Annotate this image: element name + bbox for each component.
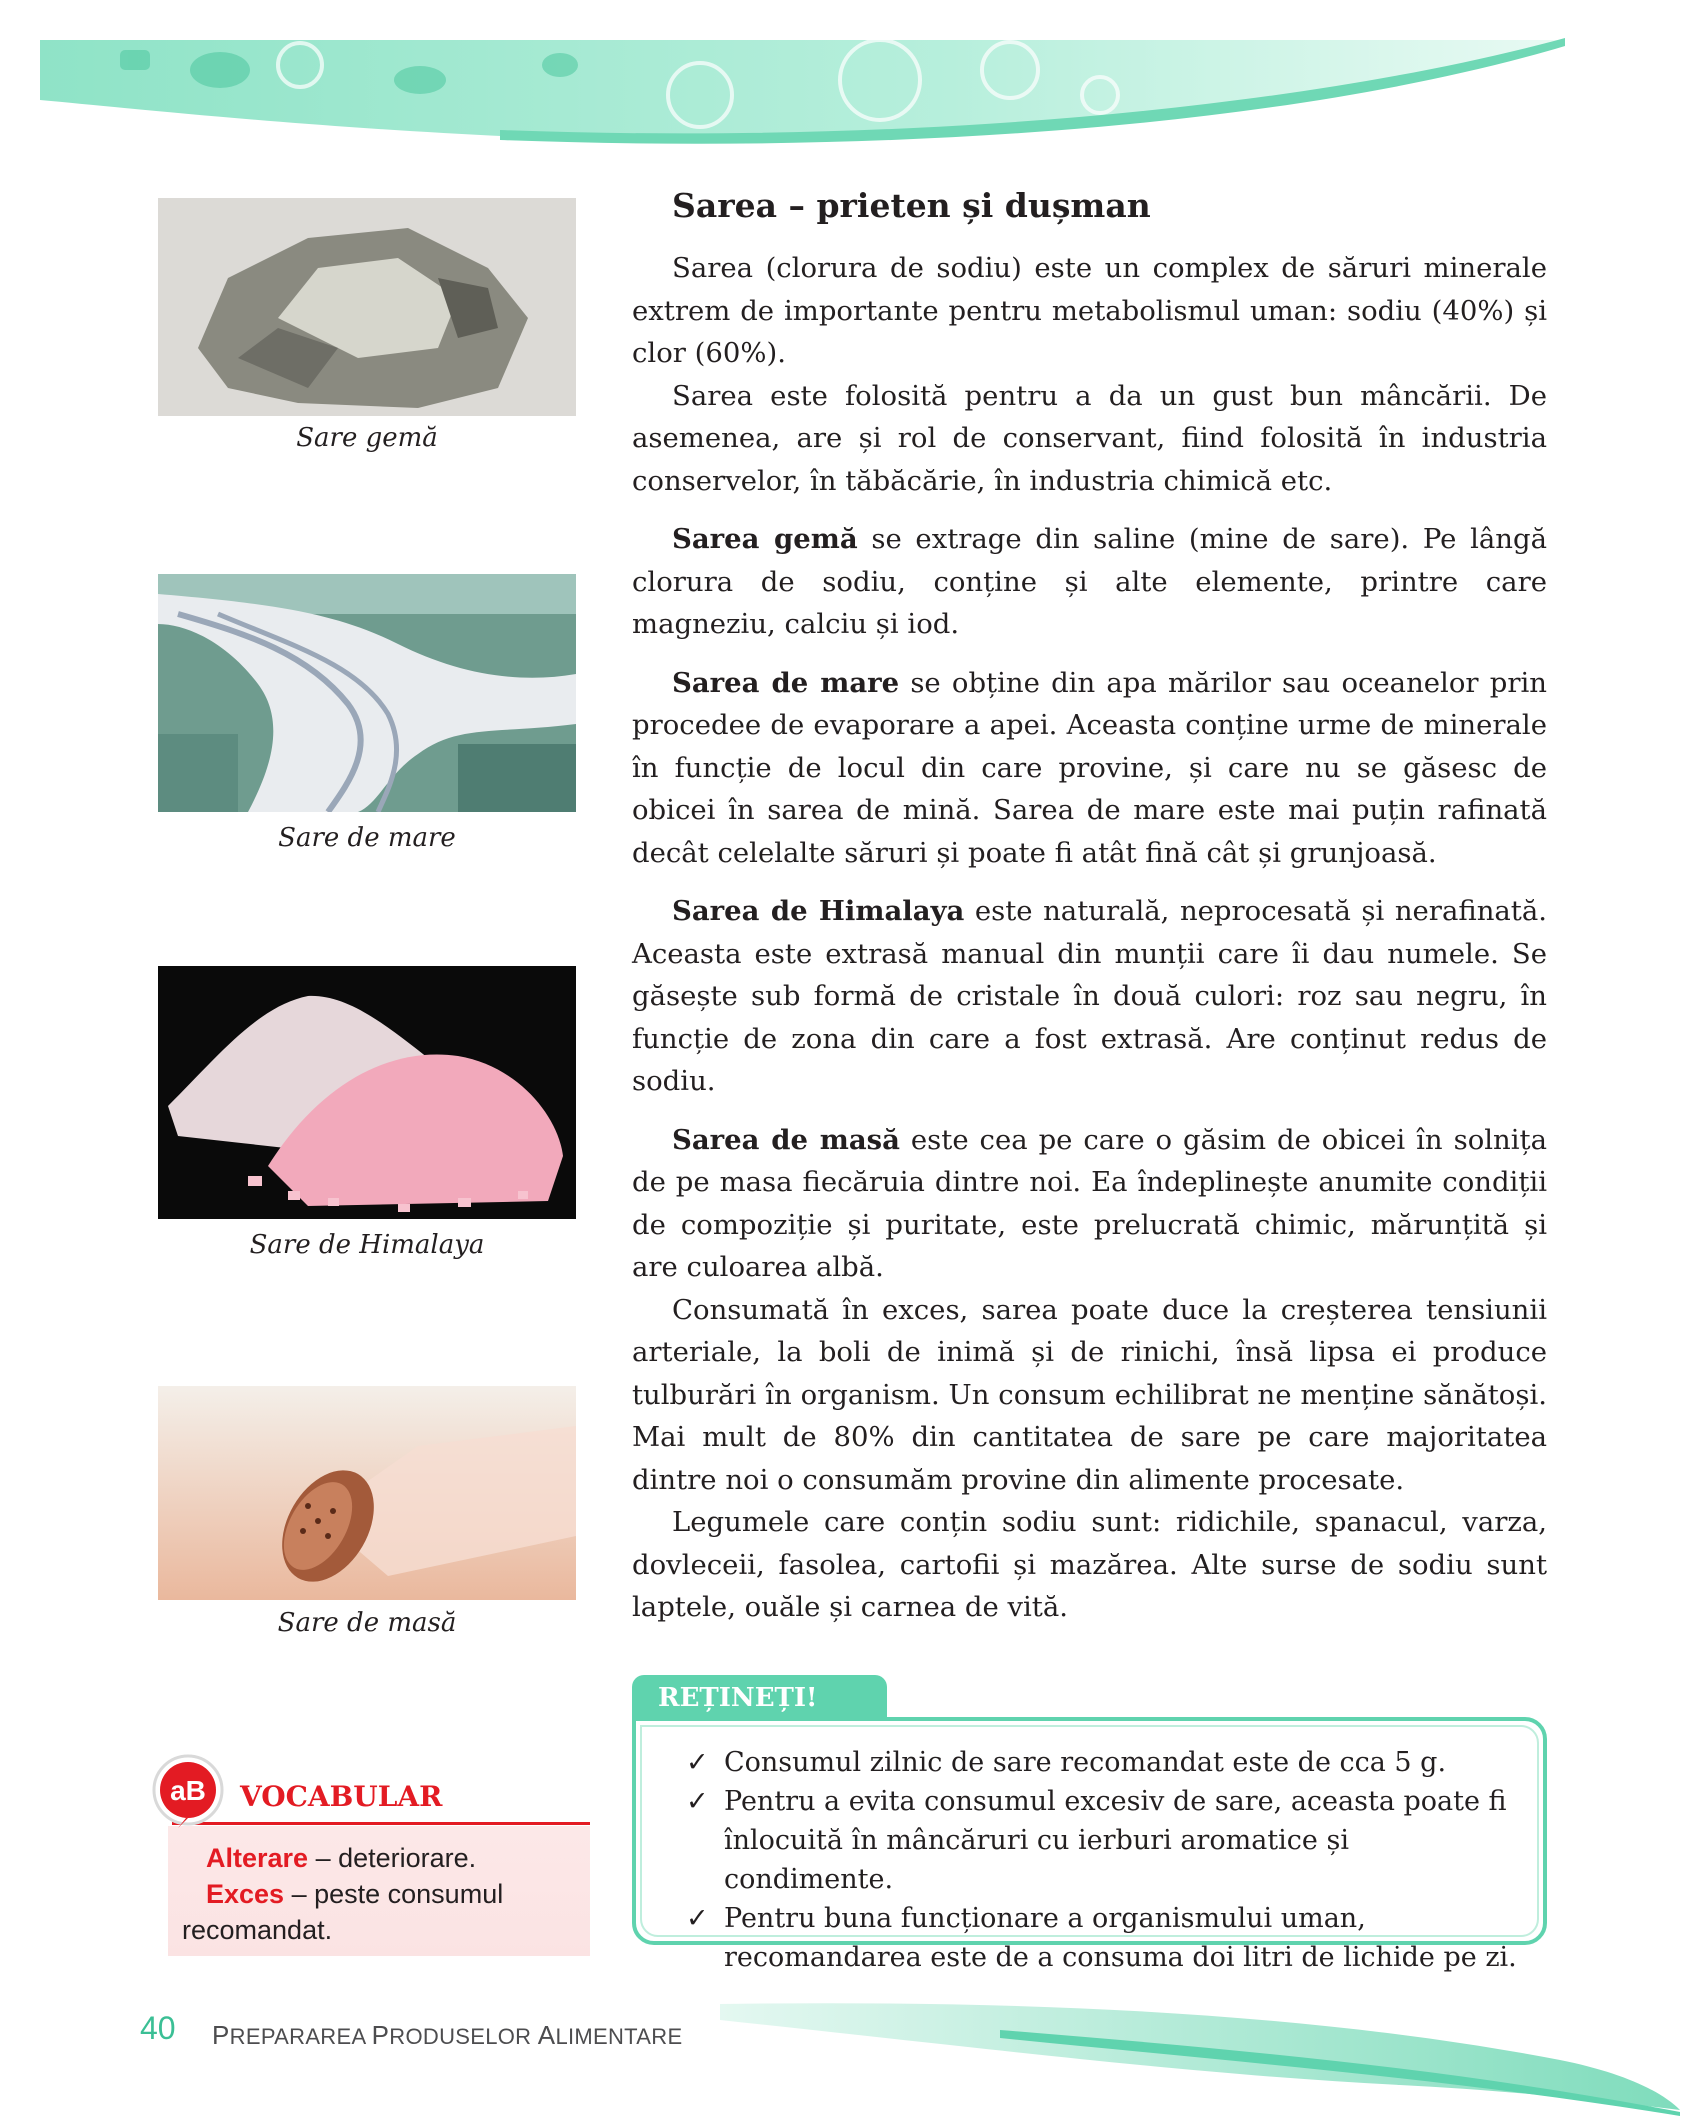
list-item: ✓ Pentru a evita consumul excesiv de sare, aceasta poate fi înlocuită în mâncăruri cu ierburi aromatice și condimente. xyxy=(686,1782,1523,1899)
paragraph-table-salt: Sarea de masă este cea pe care o găsim de obicei în solnița de pe masa fiecăruia dintre noi. Ea îndeplinește anumite condiții de compoziție și puritate, este prelucrată chimic, mărunțită și are culoarea albă. xyxy=(632,1123,1547,1283)
vocabulary-body xyxy=(168,1826,590,1956)
paragraph-excess: Consumată în exces, sarea poate duce la creșterea tensiunii arteriale, la boli de inimă și de rinichi, însă lipsa ei produce tulburări în organism. Un consum echilibrat ne menține sănătoși. Mai mult de 80% din cantitatea de sare pe care majoritatea dintre noi o consumăm provine din alimente procesate. xyxy=(632,1293,1547,1496)
paragraph-uses: Sarea este folosită pentru a da un gust bun mâncării. De asemenea, are și rol de conservant, fiind folosită în industria conservelor, în tăbăcărie, în industria chimică etc. xyxy=(632,379,1547,497)
photo-himalayan-salt xyxy=(158,966,576,1219)
vocabulary-rule xyxy=(172,1822,590,1825)
vocabulary-badge-label: aB xyxy=(170,1775,206,1806)
term-rock-salt: Sarea gemă xyxy=(672,523,858,555)
photo-table-salt xyxy=(158,1386,576,1600)
paragraph-intro: Sarea (clorura de sodiu) este un complex de săruri minerale extrem de importante pentru metabolismul uman: sodiu (40%) și clor (60%). xyxy=(632,252,1547,369)
check-icon: ✓ xyxy=(686,1903,709,1934)
vocabulary-title: VOCABULAR xyxy=(240,1780,443,1813)
check-icon: ✓ xyxy=(686,1786,709,1817)
paragraph-sea-salt: Sarea de mare se obține din apa mărilor sau oceanelor prin procedee de evaporare a apei. Aceasta conține urme de minerale în funcție de locul din care provine, și care nu se găsesc de obicei în sarea de mină. Sarea de mare este mai puțin rafinată decât celelalte săruri și poate fi atât fină cât și grunjoasă. xyxy=(632,666,1547,869)
paragraph-sources: Legumele care conțin sodiu sunt: ridichile, spanacul, varza, dovleceii, fasolea, cartofii și mazărea. Alte surse de sodiu sunt laptele, ouăle și carnea de vită. xyxy=(632,1506,1547,1623)
paragraph-rock-salt: Sarea gemă se extrage din saline (mine de sare). Pe lângă clorura de sodiu, conține și alte elemente, printre care magneziu, calciu și iod. xyxy=(632,523,1547,640)
retineti-title: REȚINEȚI! xyxy=(632,1675,887,1721)
caption-sea-salt: Sare de mare xyxy=(278,823,456,853)
term-table-salt: Sarea de masă xyxy=(672,1123,900,1156)
bottom-decorative-banner xyxy=(700,1990,1693,2126)
retineti-frame xyxy=(632,1717,1547,1973)
term-sea-salt: Sarea de mare xyxy=(672,666,900,699)
page-number: 40 xyxy=(140,2010,176,2046)
check-icon: ✓ xyxy=(686,1747,709,1778)
caption-rock-salt: Sare gemă xyxy=(296,423,438,453)
photo-sea-salt xyxy=(158,574,576,812)
list-item: ✓ Pentru buna funcționare a organismului uman, recomandarea este de a consuma doi litri de lichide pe zi. xyxy=(686,1899,1523,1977)
paragraph-himalayan-salt: Sarea de Himalaya este naturală, neprocesată și nerafinată. Aceasta este extrasă manual din munții care îi dau numele. Se găsește sub formă de cristale în două culori: roz sau negru, în funcție de zona din care a fost extrasă. Are conținut redus de sodiu. xyxy=(632,895,1547,1097)
article xyxy=(632,186,1547,1629)
term-himalayan-salt: Sarea de Himalaya xyxy=(672,895,965,927)
vocabulary-entry: Alterare – deteriorare. xyxy=(206,1843,477,1873)
list-item: ✓ Consumul zilnic de sare recomandat este de cca 5 g. xyxy=(686,1743,1523,1782)
caption-himalayan-salt: Sare de Himalaya xyxy=(249,1230,485,1260)
vocabulary-entry: Exces – peste consumul recomandat. xyxy=(182,1879,504,1945)
vocabulary-badge-icon xyxy=(150,1752,228,1830)
caption-table-salt: Sare de masă xyxy=(277,1608,457,1638)
running-title: PREPARAREA PRODUSELOR ALIMENTARE xyxy=(212,2020,683,2050)
vocabulary-term: Exces xyxy=(206,1879,285,1909)
top-decorative-banner xyxy=(0,0,1693,160)
photo-rock-salt xyxy=(158,198,576,416)
article-title: Sarea – prieten și dușman xyxy=(672,186,1151,225)
retineti-list xyxy=(636,1721,1543,1977)
vocabulary-term: Alterare xyxy=(206,1843,309,1873)
vocabulary-box xyxy=(150,1752,590,1957)
